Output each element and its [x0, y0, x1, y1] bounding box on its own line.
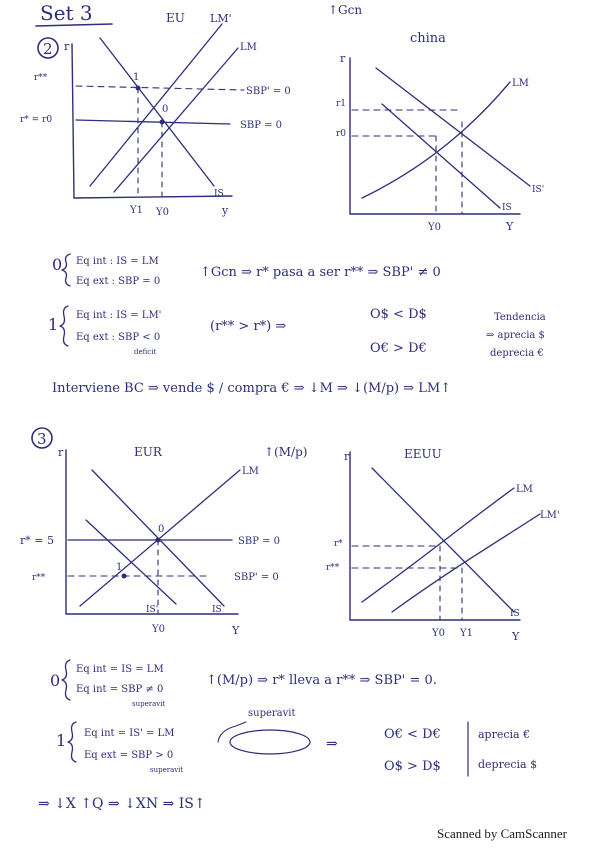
eur-chart-title: EUR	[134, 445, 162, 459]
s3-note-0-line1: Eq int = IS = LM	[76, 664, 164, 675]
eu-y-axis-label: y	[222, 204, 229, 217]
eur-point-1-label: 1	[116, 562, 123, 573]
eur-y-axis-label: Y	[232, 624, 240, 637]
note-1-number: 1	[48, 315, 59, 334]
s3-note-0-line2: Eq int = SBP ≠ 0	[76, 684, 164, 695]
note-1-ox: O$ < D$	[370, 307, 427, 322]
s3-note-0-superavit: superavit	[132, 700, 166, 708]
s3-note-1-aprecia: aprecia €	[478, 728, 531, 741]
note-0-brace	[62, 254, 70, 286]
eeuu-r-axis-label: r	[344, 450, 350, 463]
s3-note-0-arrow: ↑(M/p) ⇒ r* lleva a r** ⇒ SBP' = 0.	[206, 673, 437, 688]
s3-note-1-o-dollar: O$ > D$	[384, 759, 441, 774]
eeuu-chart	[326, 447, 560, 643]
set-title: Set 3	[40, 1, 93, 25]
eu-sbp-prime-label: SBP' = 0	[246, 86, 291, 97]
s3-note-1-line1: Eq int = IS' = LM	[84, 728, 175, 739]
china-chart-title: china	[410, 31, 446, 46]
eu-r-star-r0-label: r* = r0	[20, 115, 53, 125]
s3-note-1-implies: ⇒	[326, 736, 338, 752]
eu-y0-label: Y0	[156, 207, 169, 218]
china-y-axis-label: Y	[506, 220, 514, 233]
eur-sbp-prime-label: SBP' = 0	[234, 572, 279, 583]
eu-y1-label: Y1	[130, 205, 143, 216]
eeuu-is-label: IS	[510, 609, 520, 619]
eur-is-label: IS	[212, 605, 222, 615]
eur-mp-label: ↑(M/p)	[264, 445, 308, 459]
eu-x-axis	[74, 196, 232, 198]
eu-chart-title: EU	[166, 11, 185, 25]
note-0-line1: Eq int : IS = LM	[76, 256, 159, 267]
section-2-note-0	[52, 254, 441, 287]
eu-r-star-star-label: r**	[34, 73, 48, 83]
eeuu-y1-label: Y1	[460, 628, 473, 639]
eu-r-axis-label: r	[64, 40, 70, 53]
eur-lm-curve	[80, 470, 240, 606]
s3-note-1-arrow-curve	[218, 722, 246, 742]
china-r1-label: r1	[336, 99, 347, 109]
note-1-tendencia: Tendencia	[494, 312, 546, 323]
s3-note-0-number: 0	[50, 671, 61, 690]
s3-note-0-brace	[62, 660, 70, 700]
note-1-line1: Eq int : IS = LM'	[76, 310, 162, 321]
eur-r-star-star-label: r**	[32, 573, 46, 583]
section-3-final-line: ⇒ ↓X ↑Q ⇒ ↓XN ⇒ IS↑	[38, 796, 206, 812]
eu-lm-prime-top-label: LM'	[210, 12, 232, 25]
eeuu-y-axis-label: Y	[512, 630, 520, 643]
s3-note-1-superavit-small: superavit	[150, 766, 184, 774]
eu-point-1	[136, 86, 141, 91]
eu-point-1-label: 1	[133, 72, 140, 83]
eur-point-0	[156, 538, 161, 543]
s3-note-1-scribble	[230, 730, 310, 754]
intervention-line: Interviene BC ⇒ vende $ / compra € ⇒ ↓M ⇒ ↓(M/p) ⇒ LM↑	[52, 381, 452, 396]
section-2-number: 2	[43, 40, 53, 58]
eur-sbp-label: SBP = 0	[238, 536, 281, 547]
eu-sbp-line	[76, 120, 230, 124]
eeuu-lm-label: LM	[516, 484, 533, 495]
scanner-watermark: Scanned by CamScanner	[437, 826, 567, 841]
eur-r-axis-label: r	[58, 446, 64, 459]
eu-chart	[20, 11, 291, 218]
eu-lm-curve	[114, 48, 238, 192]
section-3-note-1	[56, 708, 537, 776]
eeuu-r-star-label: r*	[334, 539, 343, 549]
eu-lm-label: LM	[240, 42, 257, 53]
china-y0-label: Y0	[428, 222, 441, 233]
note-0-arrow: ↑Gcn ⇒ r* pasa a ser r** ⇒ SBP' ≠ 0	[200, 265, 441, 280]
s3-note-1-brace	[68, 722, 76, 762]
china-chart	[336, 31, 544, 233]
s3-note-1-line2: Eq ext = SBP > 0	[84, 750, 174, 761]
eeuu-r-star-star-label: r**	[326, 563, 340, 573]
s3-note-1-deprecia: deprecia $	[478, 758, 538, 771]
section-3-note-0	[50, 660, 437, 708]
note-0-line2: Eq ext : SBP = 0	[76, 276, 161, 287]
section-3-number: 3	[37, 430, 47, 448]
eeuu-is-curve	[372, 468, 514, 612]
eur-lm-label: LM	[242, 466, 259, 477]
eur-point-0-label: 0	[158, 524, 165, 535]
eeuu-lm-prime-label: LM'	[540, 510, 560, 521]
note-1-line2: Eq ext : SBP < 0	[76, 332, 161, 343]
note-1-cond: (r** > r*) ⇒	[210, 319, 287, 334]
eu-y-axis	[72, 44, 74, 198]
eu-lm-prime-curve	[90, 24, 222, 186]
eur-point-1	[122, 574, 127, 579]
s3-note-1-o-euro: O€ < D€	[384, 727, 441, 742]
note-1-brace	[60, 306, 68, 346]
eur-r-star-label: r* = 5	[20, 534, 54, 547]
eeuu-y0-label: Y0	[432, 628, 445, 639]
eeuu-chart-title: EEUU	[404, 447, 442, 461]
china-r0-label: r0	[336, 129, 347, 139]
eur-y0-label: Y0	[152, 624, 165, 635]
china-r-axis-label: r	[340, 52, 346, 65]
s3-note-1-number: 1	[56, 731, 67, 750]
eur-is-prime-label: IS'	[146, 605, 159, 615]
s3-note-1-superavit-top: superavit	[248, 708, 296, 719]
eu-sbp-label: SBP = 0	[240, 120, 283, 131]
china-is-curve	[382, 104, 500, 208]
china-is-label: IS	[502, 203, 512, 213]
note-0-number: 0	[52, 255, 63, 274]
note-1-deprecia: deprecia €	[490, 348, 544, 359]
eur-chart	[20, 445, 307, 637]
delta-g-label: ↑Gcn	[328, 3, 363, 17]
eu-point-0	[160, 120, 165, 125]
china-lm-label: LM	[512, 78, 529, 89]
section-2-note-1	[48, 306, 546, 359]
china-is-prime-label: IS'	[532, 185, 545, 195]
eu-is-curve	[100, 38, 214, 186]
note-1-aprecia: ⇒ aprecia $	[486, 330, 545, 341]
note-1-oe: O€ > D€	[370, 341, 427, 356]
note-1-deficit: deficit	[134, 348, 157, 356]
eu-is-label: IS	[214, 189, 224, 199]
eu-point-0-label: 0	[162, 104, 169, 115]
eu-sbp-prime-line	[76, 86, 244, 90]
